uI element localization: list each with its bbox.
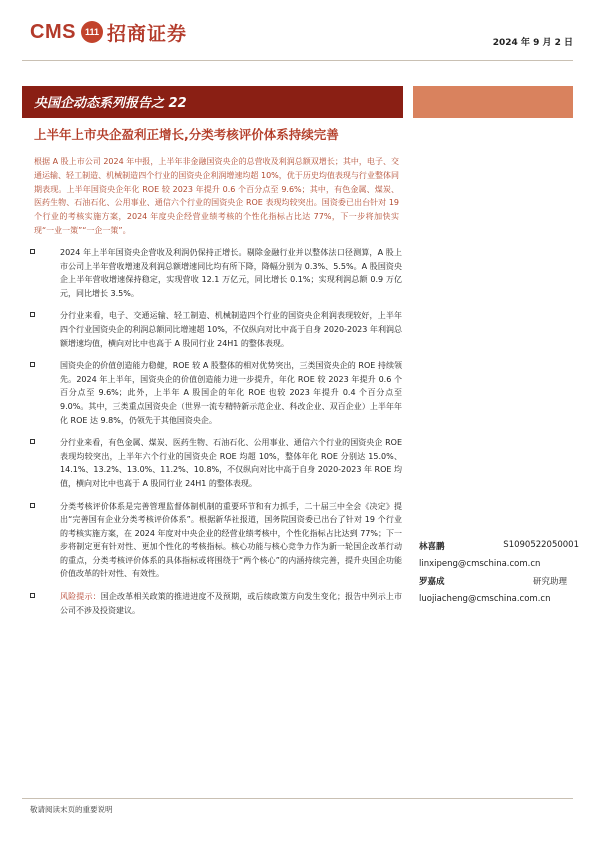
- analyst-card: [419, 575, 579, 604]
- risk-label: 风险提示：: [60, 592, 101, 602]
- report-headline: 上半年上市央企盈利正增长,分类考核评价体系持续完善: [34, 127, 339, 142]
- analyst-email[interactable]: linxipeng@cmschina.com.cn: [419, 559, 541, 569]
- analyst-name: 罗嘉成: [419, 577, 445, 587]
- bullet-text: 分类考核评价体系是完善管理监督体制机制的重要环节和有力抓手，二十届三中全会《决定》提出“完善国有企业分类考核评价体系”。根据新华社报道，国务院国资委已出台了针对 19 个行业的考核实施方案，在 2024 年度对中央企业的经营业绩考核中，个性化指标占比达到 77%；下一步将制定更有针对性、更加个性化的考核指标。核心功能与核心竞争力作为新一轮国企改革行动的重点，分类考核评价体系的具体指标或将围绕于“两个核心”的内涵持续完善，提升央国企功能价值改革的针对性、有效性。: [60, 501, 402, 579]
- bullet-text: 2024 年上半年国资央企营收及利润仍保持正增长。剔除金融行业并以整体法口径测算，A 股上市公司上半年营收增速及利润总额增速同比均有所下降，降幅分别为 0.3%、5.5%。A 股国资央企上半年营收增速保持稳定，实现营收 12.1 万亿元，同比增长 0.1%；实现利润总额 0.9 万亿元，同比增长 3.5%。: [60, 248, 402, 298]
- footer-disclaimer: 敬请阅读末页的重要说明: [30, 805, 113, 814]
- analyst-email[interactable]: luojiacheng@cmschina.com.cn: [419, 594, 551, 604]
- bullet-item: [30, 436, 402, 490]
- bullet-list: [30, 246, 402, 626]
- bullet-square-icon: [30, 593, 35, 598]
- risk-text: 国企改革相关政策的推进进度不及预期，或后续政策方向发生变化；报告中列示上市公司不涉及投资建议。: [60, 592, 402, 615]
- bottom-divider: [22, 798, 573, 799]
- bullet-text: 国资央企的价值创造能力稳健，ROE 较 A 股整体的相对优势突出，三类国资央企的 ROE 持续领先。2024 年上半年，国资央企的价值创造能力进一步提升，年化 ROE 较 2023 年提升 0.6 个百分点至 9.6%；此外，上半年 A 股国企的年化 ROE 也较 2023 年提升 0.4 个百分点至 9.0%。其中，三类重点国资央企（世界一流专精特新示范企业、科改企业、双百企业）上半年年化 ROE 达 9.8%，仍领先于其他国资央企。: [60, 361, 402, 425]
- series-title: 央国企动态系列报告之 22: [34, 96, 187, 111]
- analyst-license: S1090522050001: [503, 540, 579, 550]
- logo-latin: CMS: [30, 20, 76, 43]
- bullet-item: [30, 359, 402, 427]
- analyst-name: 林喜鹏: [419, 542, 445, 552]
- bullet-text: 分行业来看，电子、交通运输、轻工制造、机械制造四个行业的国资央企利润表现较好，上半年四个行业国资央企的利润总额同比增速超 10%，不仅纵向对比中高于自身 2020-2023 年利润总额增速均值，横向对比中也高于 A 股同行业 24H1 的整体表现。: [60, 311, 402, 348]
- top-divider: [22, 60, 573, 61]
- company-logo: [30, 14, 187, 50]
- risk-warning: [30, 590, 402, 617]
- bullet-square-icon: [30, 249, 35, 254]
- banner-side-block: [413, 86, 573, 118]
- bullet-item: [30, 309, 402, 350]
- logo-chinese: 招商证券: [106, 22, 187, 45]
- bullet-item: [30, 500, 402, 582]
- report-date: 2024 年 9 月 2 日: [492, 38, 573, 48]
- report-summary: 根据 A 股上市公司 2024 年中报，上半年非金融国资央企的总营收及利润总额双增长；其中，电子、交通运输、轻工制造、机械制造四个行业的国资央企利润增速均超 10%，优于历史均值表现与行业整体同期表现。上半年国资央企年化 ROE 较 2023 年提升 0.6 个百分点至 9.6%；其中，有色金属、煤炭、医药生物、石油石化、公用事业、通信六个行业的国资央企 ROE 表现均较突出。国资委已出台针对 19 个行业的考核实施方案，2024 年度央企经营业绩考核的个性化指标占比达 77%，下一步将加快实现“一业一策”“一企一策”。: [34, 157, 399, 235]
- bullet-text: 分行业来看，有色金属、煤炭、医药生物、石油石化、公用事业、通信六个行业的国资央企 ROE 表现均较突出，上半年六个行业的国资央企 ROE 均超 10%，整体年化 ROE 分别达 15.0%、14.1%、13.2%、13.0%、11.2%、10.8%，不仅纵向对比中高于自身 2020-2023 年 ROE 均值，横向对比中也高于 A 股同行业 24H1 的整体表现。: [60, 438, 402, 488]
- logo-badge-icon: 111: [81, 21, 103, 43]
- bullet-square-icon: [30, 439, 35, 444]
- series-banner: [22, 86, 403, 118]
- bullet-square-icon: [30, 312, 35, 317]
- bullet-item: [30, 246, 402, 300]
- bullet-square-icon: [30, 503, 35, 508]
- bullet-square-icon: [30, 362, 35, 367]
- analyst-card: [419, 540, 579, 569]
- analyst-title: 研究助理: [532, 577, 567, 587]
